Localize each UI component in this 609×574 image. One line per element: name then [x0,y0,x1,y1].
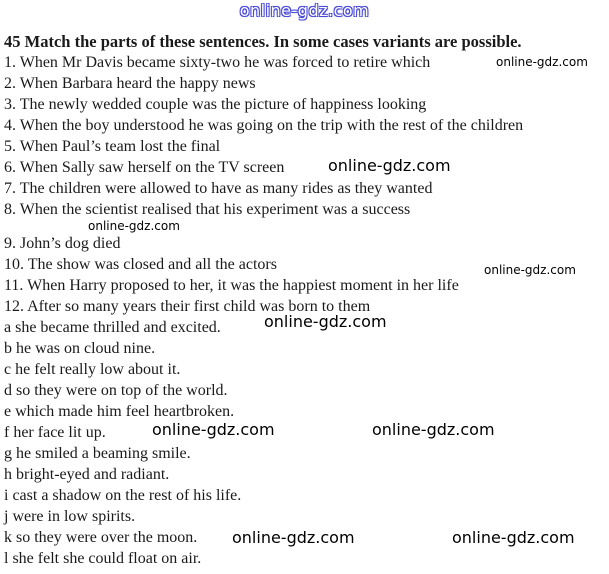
sentence-start-11: 11. When Harry proposed to her, it was the happiest moment in her life [4,277,459,294]
sentence-ending-b: b he was on cloud nine. [4,340,156,357]
sentence-start-7: 7. The children were allowed to have as many rides as they wanted [4,180,433,197]
watermark: online-gdz.com [372,420,495,439]
sentence-start-5: 5. When Paul’s team lost the final [4,138,221,155]
sentence-ending-f: f her face lit up. [4,424,106,441]
sentence-ending-j: j were in low spirits. [4,508,136,525]
site-header: online-gdz.com [239,1,370,20]
watermark: online-gdz.com [152,420,275,439]
sentence-start-6: 6. When Sally saw herself on the TV screen [4,159,285,176]
sentence-start-12: 12. After so many years their first child was born to them [4,298,371,315]
watermark: online-gdz.com [232,528,355,547]
watermark: online-gdz.com [496,55,588,69]
watermark: online-gdz.com [264,312,387,331]
sentence-ending-l: l she felt she could float on air. [4,550,202,567]
sentence-ending-d: d so they were on top of the world. [4,382,228,399]
sentence-start-3: 3. The newly wedded couple was the picture of happiness looking [4,96,427,113]
exercise-45 [4,31,608,569]
watermark: online-gdz.com [88,219,180,233]
sentence-ending-e: e which made him feel heartbroken. [4,403,235,420]
sentence-ending-c: c he felt really low about it. [4,361,181,378]
exercise-heading: 45 Match the parts of these sentences. In some cases variants are possible. [4,32,522,51]
watermark: online-gdz.com [328,156,451,175]
sentence-ending-i: i cast a shadow on the rest of his life. [4,487,242,504]
sentence-ending-k: k so they were over the moon. [4,529,198,546]
sentence-ending-a: a she became thrilled and excited. [4,319,221,336]
sentence-ending-g: g he smiled a beaming smile. [4,445,191,462]
sentence-start-10: 10. The show was closed and all the actors [4,256,277,273]
sentence-start-9: 9. John’s dog died [4,235,121,252]
sentence-start-8: 8. When the scientist realised that his experiment was a success [4,201,411,218]
sentence-start-1: 1. When Mr Davis became sixty-two he was forced to retire which [4,54,431,71]
watermark: online-gdz.com [452,528,575,547]
sentence-start-4: 4. When the boy understood he was going on the trip with the rest of the children [4,117,524,134]
sentence-ending-h: h bright-eyed and radiant. [4,466,170,483]
watermark: online-gdz.com [484,263,576,277]
sentence-start-2: 2. When Barbara heard the happy news [4,75,256,92]
